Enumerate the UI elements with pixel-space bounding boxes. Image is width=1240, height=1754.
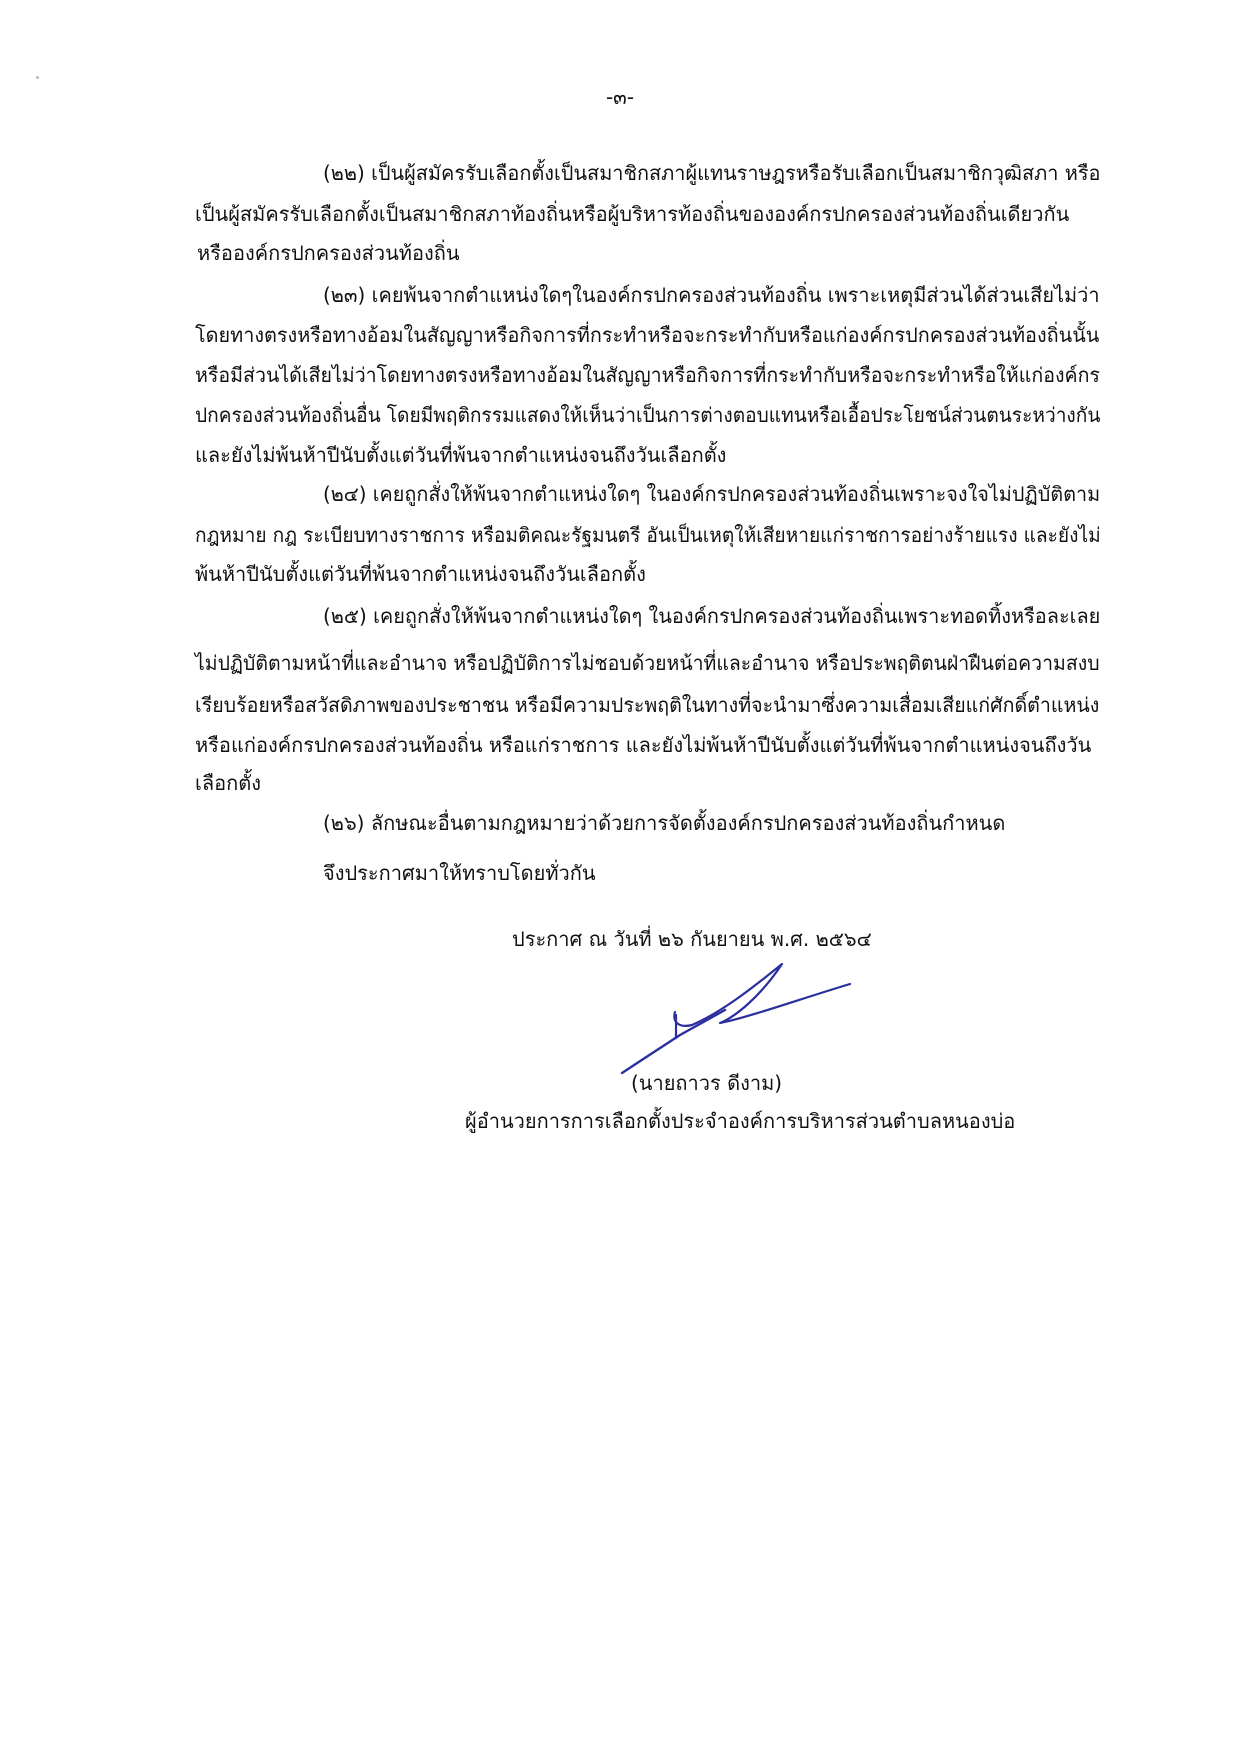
- item-24-line-2: กฎหมาย กฎ ระเบียบทางราชการ หรือมติคณะรัฐมนตรี อันเป็นเหตุให้เสียหายแก่ราชการอย่างร้ายแรง และยังไม่: [195, 523, 1101, 547]
- scan-speck: [36, 76, 39, 79]
- item-24-line-3: พ้นห้าปีนับตั้งแต่วันที่พ้นจากตำแหน่งจนถึงวันเลือกตั้ง: [195, 562, 646, 586]
- item-22-line-3: หรือองค์กรปกครองส่วนท้องถิ่น: [197, 241, 460, 265]
- item-23-line-4: ปกครองส่วนท้องถิ่นอื่น โดยมีพฤติกรรมแสดงให้เห็นว่าเป็นการต่างตอบแทนหรือเอื้อประโยชน์ส่วนตนระหว่างกัน: [195, 403, 1101, 427]
- announcement-date: ประกาศ ณ วันที่ ๒๖ กันยายน พ.ศ. ๒๕๖๔: [512, 927, 872, 951]
- item-25-line-3: เรียบร้อยหรือสวัสดิภาพของประชาชน หรือมีความประพฤติในทางที่จะนำมาซึ่งความเสื่อมเสียแก่ศักดิ์ตำแหน่ง: [195, 693, 1100, 717]
- signatory-name: (นายถาวร ดีงาม): [631, 1071, 783, 1095]
- item-25-line-4: หรือแก่องค์กรปกครองส่วนท้องถิ่น หรือแก่ราชการ และยังไม่พ้นห้าปีนับตั้งแต่วันที่พ้นจากตำแหน่งจนถึงวัน: [195, 733, 1092, 757]
- handwritten-signature: [620, 955, 860, 1075]
- item-25-line-1: (๒๕) เคยถูกสั่งให้พ้นจากตำแหน่งใดๆ ในองค์กรปกครองส่วนท้องถิ่นเพราะทอดทิ้งหรือละเลย: [323, 604, 1101, 628]
- signatory-position: ผู้อำนวยการการเลือกตั้งประจำองค์การบริหารส่วนตำบลหนองบ่อ: [465, 1109, 1016, 1133]
- item-23-line-5: และยังไม่พ้นห้าปีนับตั้งแต่วันที่พ้นจากตำแหน่งจนถึงวันเลือกตั้ง: [195, 443, 727, 467]
- item-22-line-1: (๒๒) เป็นผู้สมัครรับเลือกตั้งเป็นสมาชิกสภาผู้แทนราษฎรหรือรับเลือกเป็นสมาชิกวุฒิสภา หรือ: [323, 161, 1101, 185]
- item-25-line-5: เลือกตั้ง: [195, 771, 261, 795]
- page-number: -๓-: [605, 85, 635, 109]
- item-23-line-3: หรือมีส่วนได้เสียไม่ว่าโดยทางตรงหรือทางอ้อมในสัญญาหรือกิจการที่กระทำกับหรือจะกระทำหรือให้แก่องค์กร: [195, 363, 1100, 387]
- item-23-line-2: โดยทางตรงหรือทางอ้อมในสัญญาหรือกิจการที่กระทำหรือจะกระทำกับหรือแก่องค์กรปกครองส่วนท้องถิ่นนั้น: [195, 323, 1100, 347]
- item-26-line-1: (๒๖) ลักษณะอื่นตามกฎหมายว่าด้วยการจัดตั้งองค์กรปกครองส่วนท้องถิ่นกำหนด: [323, 811, 1006, 835]
- item-22-line-2: เป็นผู้สมัครรับเลือกตั้งเป็นสมาชิกสภาท้องถิ่นหรือผู้บริหารท้องถิ่นขององค์กรปกครองส่วนท้องถิ่นเดียวกัน: [195, 202, 1070, 226]
- closing-text: จึงประกาศมาให้ทราบโดยทั่วกัน: [323, 861, 596, 885]
- item-23-line-1: (๒๓) เคยพ้นจากตำแหน่งใดๆในองค์กรปกครองส่วนท้องถิ่น เพราะเหตุมีส่วนได้ส่วนเสียไม่ว่า: [323, 283, 1100, 307]
- item-25-line-2: ไม่ปฏิบัติตามหน้าที่และอำนาจ หรือปฏิบัติการไม่ชอบด้วยหน้าที่และอำนาจ หรือประพฤติตนฝ่าฝืนต่อความสงบ: [195, 651, 1100, 675]
- item-24-line-1: (๒๔) เคยถูกสั่งให้พ้นจากตำแหน่งใดๆ ในองค์กรปกครองส่วนท้องถิ่นเพราะจงใจไม่ปฏิบัติตาม: [323, 482, 1101, 506]
